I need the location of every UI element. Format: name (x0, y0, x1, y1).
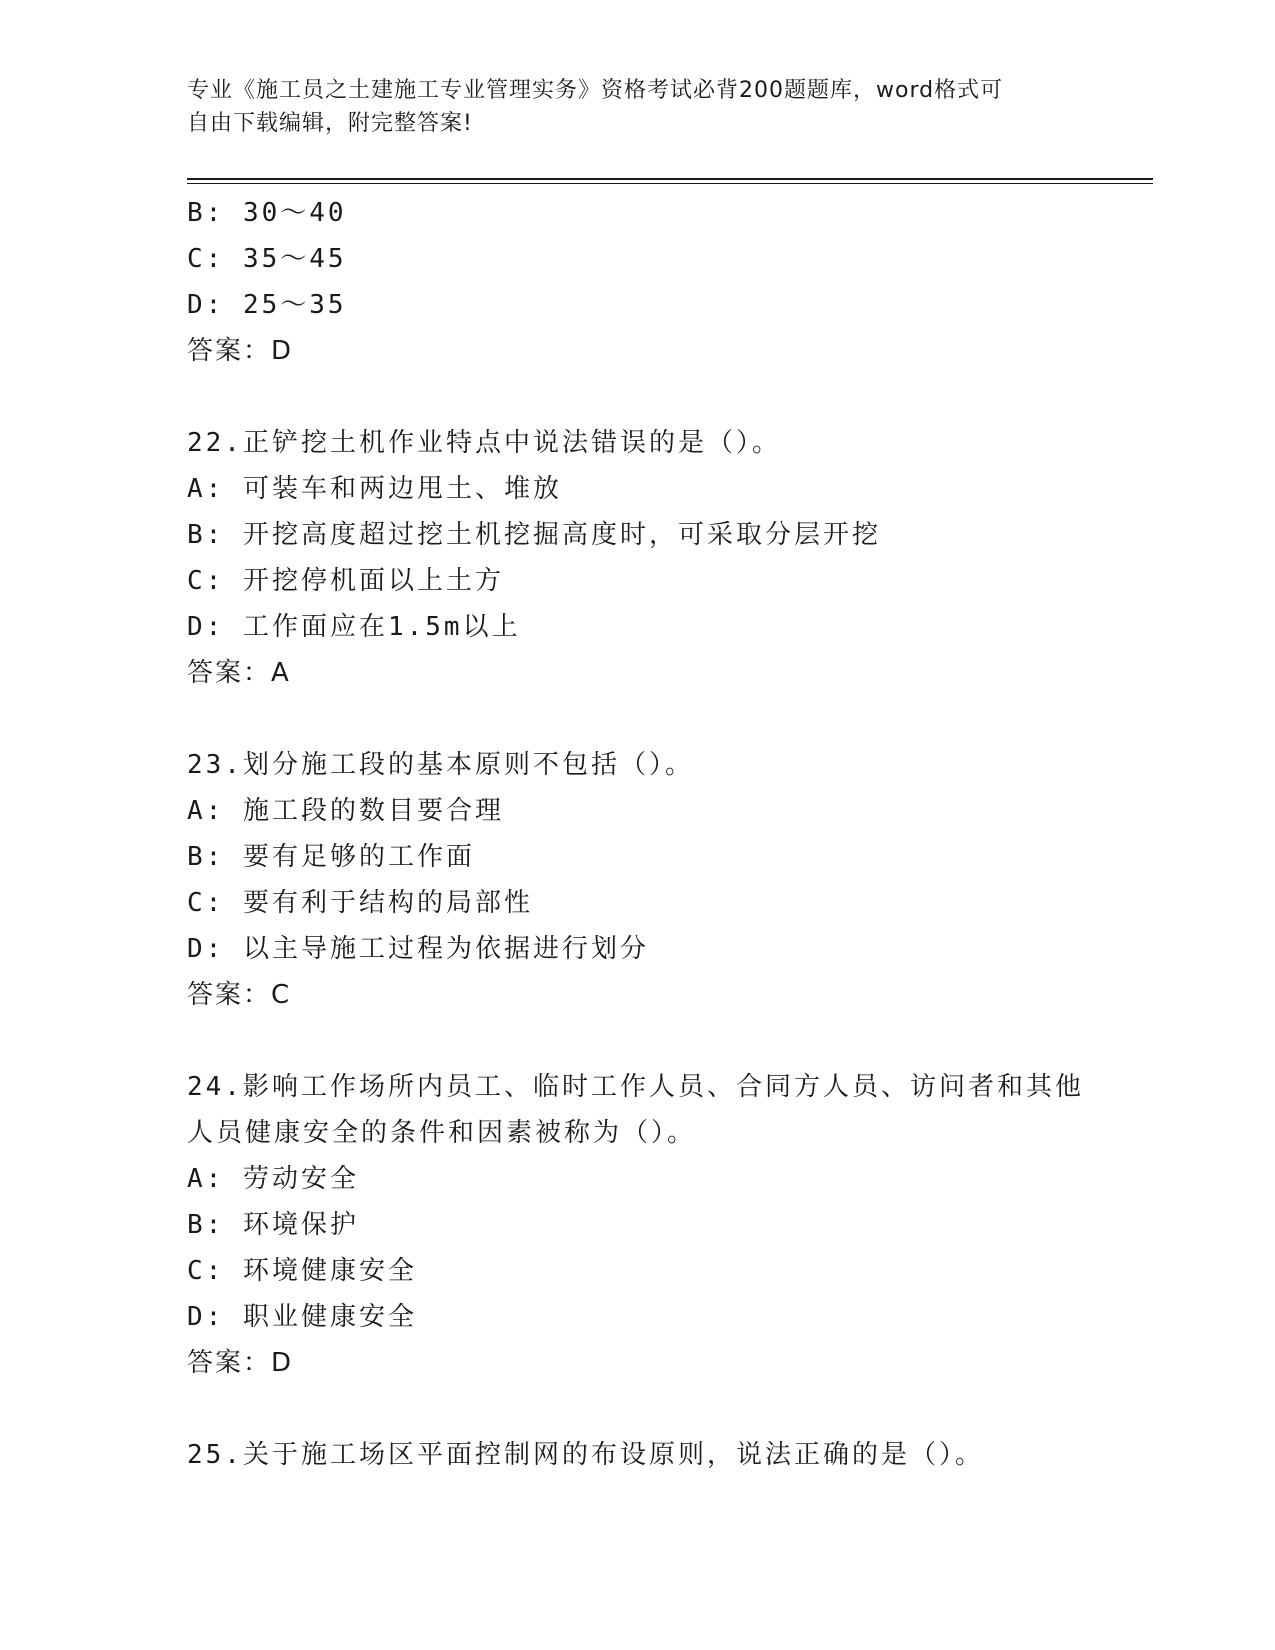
question-21-continued (187, 190, 1087, 374)
option-b: B: 开挖高度超过挖土机挖掘高度时，可采取分层开挖 (187, 520, 881, 550)
option-d: D: 以主导施工过程为依据进行划分 (187, 934, 649, 964)
option-a: A: 劳动安全 (187, 1164, 359, 1194)
option-b: B: 环境保护 (187, 1210, 359, 1240)
question-text: 23.划分施工段的基本原则不包括（）。 (187, 750, 694, 780)
question-text: 22.正铲挖土机作业特点中说法错误的是（）。 (187, 428, 781, 458)
answer: 答案：A (187, 658, 291, 688)
answer: 答案：D (187, 336, 294, 366)
document-header (187, 74, 1067, 140)
option-c: C: 35～45 (187, 244, 347, 274)
option-a: A: 施工段的数目要合理 (187, 796, 504, 826)
question-text-line-1: 24.影响工作场所内员工、临时工作人员、合同方人员、访问者和其他 (187, 1072, 1084, 1102)
option-d: D: 职业健康安全 (187, 1302, 417, 1332)
answer: 答案：C (187, 980, 292, 1010)
option-d: D: 25～35 (187, 290, 347, 320)
question-23 (187, 742, 1087, 1018)
option-d: D: 工作面应在1.5m以上 (187, 612, 521, 642)
header-line-1: 专业《施工员之土建施工专业管理实务》资格考试必背200题题库，word格式可 (187, 78, 1004, 103)
option-b: B: 要有足够的工作面 (187, 842, 475, 872)
answer: 答案：D (187, 1348, 294, 1378)
header-divider-thick (187, 178, 1153, 180)
document-body (187, 190, 1087, 1478)
option-c: C: 开挖停机面以上土方 (187, 566, 504, 596)
option-c: C: 要有利于结构的局部性 (187, 888, 533, 918)
question-25 (187, 1432, 1087, 1478)
question-22 (187, 420, 1087, 696)
header-divider-thin (187, 183, 1153, 184)
question-24 (187, 1064, 1087, 1386)
header-line-2: 自由下载编辑，附完整答案! (187, 111, 473, 136)
question-text: 25.关于施工场区平面控制网的布设原则，说法正确的是（）。 (187, 1440, 984, 1470)
option-c: C: 环境健康安全 (187, 1256, 417, 1286)
option-b: B: 30～40 (187, 198, 347, 228)
option-a: A: 可装车和两边甩土、堆放 (187, 474, 562, 504)
question-text-line-2: 人员健康安全的条件和因素被称为（）。 (187, 1118, 697, 1148)
